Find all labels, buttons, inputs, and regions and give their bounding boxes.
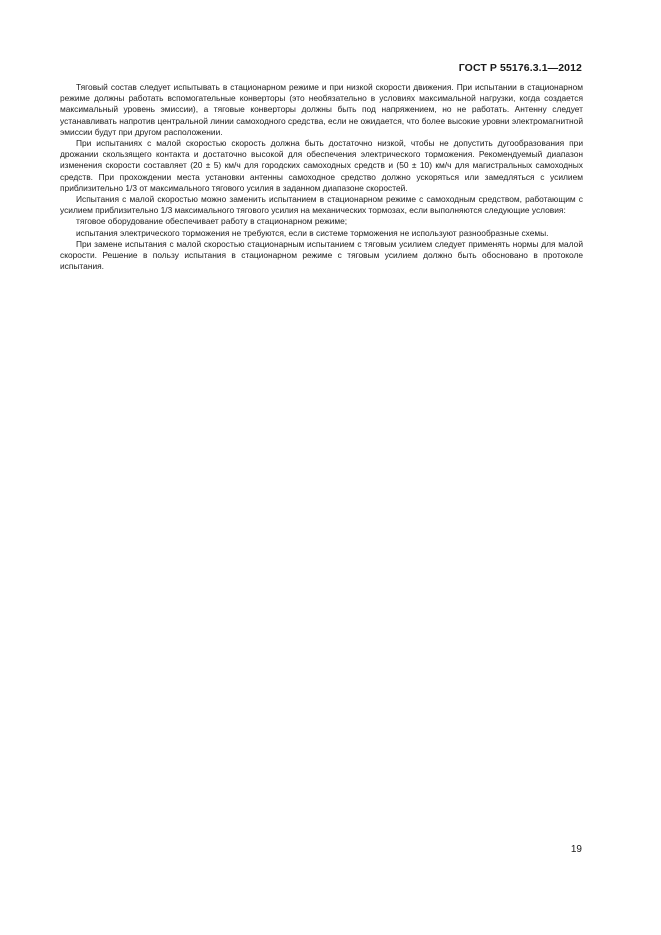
- paragraph-low-speed: При испытаниях с малой скоростью скорость должна быть достаточно низкой, чтобы не допустить дугообразования при дрожании скользящего контакта и достаточно высокой для обеспечения электрического торможения. Рекомендуемый диапазон изменения скорости составляет (20 ± 5) км/ч для городских самоходных средств и (50 ± 10) км/ч для магистральных самоходных средств. При прохождении места установки антенны самоходное средство должно ускоряться или замедляться с усилием приблизительно 1/3 от максимального тягового усилия в заданном диапазоне скоростей.: [60, 138, 583, 193]
- paragraph-condition-1: тяговое оборудование обеспечивает работу в стационарном режиме;: [76, 216, 348, 227]
- paragraph-replacement-norms: При замене испытания с малой скоростью стационарным испытанием с тяговым усилием следует применять нормы для малой скорости. Решение в пользу испытания в стационарном режиме с тяговым усилием должно быть обосновано в протоколе испытания.: [60, 238, 583, 272]
- paragraph-stationary-mode: Тяговый состав следует испытывать в стационарном режиме и при низкой скорости движения. При испытании в стационарном режиме должны работать вспомогательные конверторы (это необязательно в условиях максимальной нагрузки, когда создается максимальный уровень эмиссии), а тяговые конверторы должны быть под напряжением, но не работать. Антенну следует устанавливать напротив центральной линии самоходного средства, если не ожидается, что более высокие уровни электромагнитной эмиссии будут при другом расположении.: [60, 82, 583, 137]
- paragraph-replacement-conditions: Испытания с малой скоростью можно заменить испытанием в стационарном режиме с самоходным средством, работающим с усилием приблизительно 1/3 максимального тягового усилия на механических тормозах, если выполняются следующие условия:: [60, 194, 583, 216]
- page-number: 19: [570, 844, 582, 855]
- document-header: ГОСТ Р 55176.3.1—2012: [458, 62, 582, 74]
- document-body: [60, 82, 583, 272]
- paragraph-condition-2: испытания электрического торможения не требуются, если в системе торможения не используют разнообразные схемы.: [76, 227, 549, 238]
